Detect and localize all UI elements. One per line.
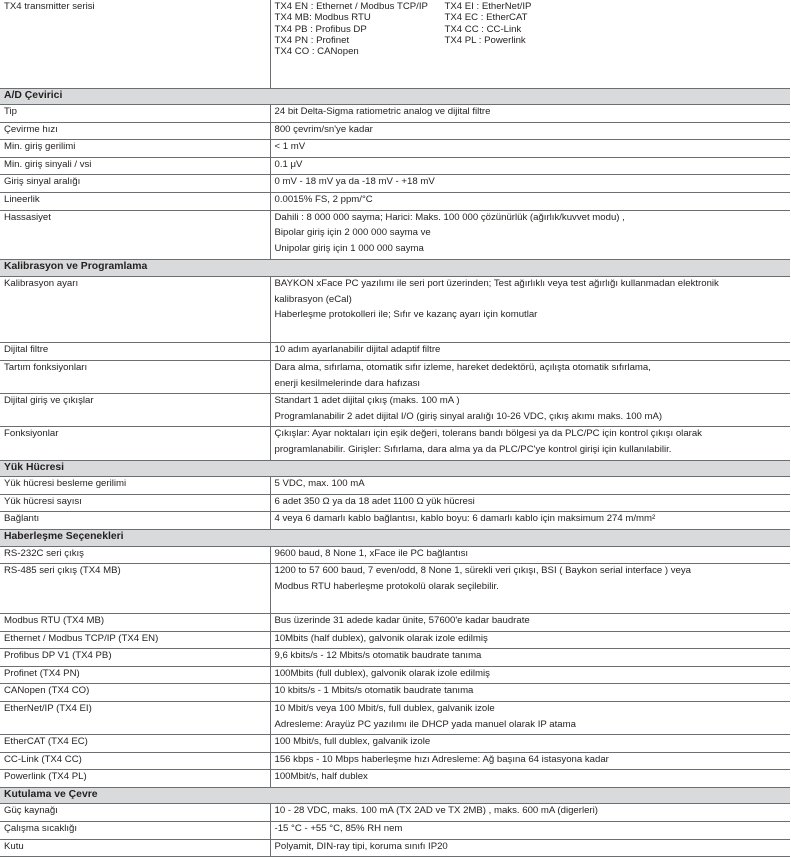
row-value	[270, 770, 790, 788]
row-label: RS-485 seri çıkış (TX4 MB)	[0, 564, 270, 614]
row-label: Çevirme hızı	[0, 122, 270, 140]
value-line: 10 kbits/s - 1 Mbits/s otomatik baudrate tanıma	[274, 685, 474, 697]
row-label: Kutu	[0, 839, 270, 857]
value-line: Dahili : 8 000 000 sayma; Harici: Maks. 100 000 çözünürlük (ağırlık/kuvvet modu) ,	[274, 211, 625, 223]
value-line: 24 bit Delta-Sigma ratiometric analog ve dijital filtre	[274, 106, 491, 118]
value-line: Dara alma, sıfırlama, otomatik sıfır izleme, hareket dedektörü, açılışta otomatik sıfırlama,	[274, 362, 651, 374]
value-line: 156 kbps - 10 Mbps haberleşme hızı Adresleme: Ağ başına 64 istasyona kadar	[274, 753, 609, 765]
value-line: 0.1 μV	[274, 158, 303, 170]
value-line: Modbus RTU haberleşme protokolü olarak seçilebilir.	[274, 580, 499, 592]
row-value	[270, 512, 790, 530]
value-line: Bipolar giriş için 2 000 000 sayma ve	[274, 227, 431, 239]
row-value	[270, 277, 790, 343]
table-row	[0, 175, 790, 193]
value-line: 10 Mbit/s veya 100 Mbit/s, full dublex, galvanik izole	[274, 702, 495, 714]
value-line: 6 adet 350 Ω ya da 18 adet 1100 Ω yük hücresi	[274, 495, 475, 507]
row-label: Tip	[0, 105, 270, 123]
row-label: Profinet (TX4 PN)	[0, 666, 270, 684]
value-line: 800 çevrim/sn'ye kadar	[274, 123, 373, 135]
table-row	[0, 546, 790, 564]
value-line: Çıkışlar: Ayar noktaları için eşik değeri, tolerans bandı bölgesi ya da PLC/PC için kontrol çıkışı olarak	[274, 428, 702, 440]
row-value	[270, 631, 790, 649]
table-row	[0, 343, 790, 361]
row-value	[270, 175, 790, 193]
table-row	[0, 631, 790, 649]
row-value	[270, 105, 790, 123]
table-row	[0, 394, 790, 427]
row-label: EtherCAT (TX4 EC)	[0, 735, 270, 753]
table-row	[0, 649, 790, 667]
row-label: Dijital filtre	[0, 343, 270, 361]
value-line: 5 VDC, max. 100 mA	[274, 478, 365, 490]
value-line	[275, 596, 787, 612]
row-label: Yük hücresi besleme gerilimi	[0, 477, 270, 495]
row-label: Fonksiyonlar	[0, 427, 270, 460]
value-line: Polyamit, DIN-ray tipi, koruma sınıfı IP20	[274, 840, 448, 852]
row-value	[270, 666, 790, 684]
section-header	[0, 787, 790, 804]
value-line: Bus üzerinde 31 adede kadar ünite, 57600'e kadar baudrate	[274, 614, 530, 626]
model-item: TX4 PN : Profinet	[274, 34, 350, 46]
row-value	[270, 735, 790, 753]
value-line: 0.0015% FS, 2 ppm/°C	[274, 194, 373, 206]
row-label: CANopen (TX4 CO)	[0, 684, 270, 702]
value-line: BAYKON xFace PC yazılımı ile seri port üzerinden; Test ağırlıklı veya test ağırlığı kullanmadan elektronik	[274, 278, 719, 290]
row-value	[270, 701, 790, 734]
value-line: 10 adım ayarlanabilir dijital adaptif filtre	[274, 344, 441, 356]
table-row	[0, 735, 790, 753]
table-row	[0, 0, 790, 88]
model-item: TX4 EI : EtherNet/IP	[444, 1, 532, 12]
row-value	[270, 613, 790, 631]
value-line: -15 °C - +55 °C, 85% RH nem	[274, 823, 403, 835]
section-header	[0, 529, 790, 546]
table-row	[0, 494, 790, 512]
transmitter-column-left	[275, 1, 445, 58]
row-value	[270, 427, 790, 460]
section-title: Haberleşme Seçenekleri	[0, 529, 790, 546]
value-line: 100Mbits (full dublex), galvonik olarak izole edilmiş	[274, 667, 490, 679]
row-label: CC-Link (TX4 CC)	[0, 752, 270, 770]
model-item: TX4 CO : CANopen	[274, 46, 359, 58]
row-label: Hassasiyet	[0, 210, 270, 260]
value-line: 100 Mbit/s, full dublex, galvanik izole	[274, 736, 431, 748]
value-line: 10Mbits (half dublex), galvonik olarak izole edilmiş	[274, 632, 488, 644]
row-label: Profibus DP V1 (TX4 PB)	[0, 649, 270, 667]
table-row	[0, 140, 790, 158]
row-label: Modbus RTU (TX4 MB)	[0, 613, 270, 631]
row-value	[270, 564, 790, 614]
section-header	[0, 260, 790, 277]
value-line: Haberleşme protokolleri ile; Sıfır ve kazanç ayarı için komutlar	[274, 309, 538, 321]
value-line: Programlanabilir 2 adet dijital I/O (giriş sinyal aralığı 10-26 VDC, çıkış akımı maks. 100 mA)	[274, 410, 663, 422]
value-line: programlanabilir. Girişler: Sıfırlama, dara alma ya da PLC/PC'ye kontrol girişi için kullanılabilir.	[274, 444, 672, 455]
row-value	[270, 140, 790, 158]
value-line: 10 - 28 VDC, maks. 100 mA (TX 2AD ve TX 2MB) , maks. 600 mA (digerleri)	[274, 805, 598, 817]
section-header	[0, 460, 790, 477]
section-title: Yük Hücresi	[0, 460, 790, 477]
row-value	[270, 122, 790, 140]
table-row	[0, 564, 790, 614]
row-label: Güç kaynağı	[0, 804, 270, 822]
row-label: Yük hücresi sayısı	[0, 494, 270, 512]
model-item: TX4 CC : CC-Link	[444, 23, 522, 35]
section-header	[0, 88, 790, 105]
value-line: 9600 baud, 8 None 1, xFace ile PC bağlantısı	[274, 547, 469, 559]
row-label: Kalibrasyon ayarı	[0, 277, 270, 343]
table-row	[0, 477, 790, 495]
row-label: EtherNet/IP (TX4 EI)	[0, 701, 270, 734]
value-line: Unipolar giriş için 1 000 000 sayma	[274, 242, 424, 254]
table-row	[0, 210, 790, 260]
value-line: < 1 mV	[274, 141, 306, 153]
row-value	[270, 839, 790, 857]
row-label: Min. giriş gerilimi	[0, 140, 270, 158]
value-line: kalibrasyon (eCal)	[274, 293, 352, 305]
row-value	[270, 822, 790, 840]
row-value	[270, 361, 790, 394]
section-title: A/D Çevirici	[0, 88, 790, 105]
row-label: Lineerlik	[0, 193, 270, 211]
table-row	[0, 839, 790, 857]
table-row	[0, 193, 790, 211]
value-line: 4 veya 6 damarlı kablo bağlantısı, kablo boyu: 6 damarlı kablo için maksimum 274 m/mm²	[274, 513, 656, 525]
model-item: TX4 EN : Ethernet / Modbus TCP/IP	[274, 1, 428, 12]
row-value	[270, 193, 790, 211]
table-row	[0, 613, 790, 631]
row-label: Ethernet / Modbus TCP/IP (TX4 EN)	[0, 631, 270, 649]
row-value	[270, 343, 790, 361]
value-line: 0 mV - 18 mV ya da -18 mV - +18 mV	[274, 176, 435, 188]
row-label: TX4 transmitter serisi	[0, 0, 270, 88]
row-label: Tartım fonksiyonları	[0, 361, 270, 394]
model-item: TX4 PB : Profibus DP	[274, 23, 367, 35]
row-value	[270, 752, 790, 770]
model-item: TX4 MB: Modbus RTU	[274, 12, 371, 24]
row-label: Powerlink (TX4 PL)	[0, 770, 270, 788]
row-value	[270, 210, 790, 260]
table-row	[0, 105, 790, 123]
value-line: 1200 to 57 600 baud, 7 even/odd, 8 None 1, sürekli veri çıkışı, BSI ( Baykon serial interface ) veya	[274, 565, 691, 577]
row-label: Çalışma sıcaklığı	[0, 822, 270, 840]
model-item: TX4 EC : EtherCAT	[444, 12, 528, 24]
row-value	[270, 394, 790, 427]
table-row	[0, 361, 790, 394]
section-title: Kalibrasyon ve Programlama	[0, 260, 790, 277]
value-line	[275, 325, 787, 341]
table-row	[0, 752, 790, 770]
value-line: Standart 1 adet dijital çıkış (maks. 100 mA )	[274, 395, 460, 407]
value-line: 100Mbit/s, half dublex	[274, 771, 368, 783]
model-item: TX4 PL : Powerlink	[444, 34, 526, 46]
table-row	[0, 822, 790, 840]
row-label: Min. giriş sinyali / vsi	[0, 157, 270, 175]
table-row	[0, 701, 790, 734]
table-row	[0, 770, 790, 788]
table-row	[0, 666, 790, 684]
transmitter-model-list	[275, 1, 787, 58]
row-value	[270, 649, 790, 667]
value-line: enerji kesilmelerinde dara hafızası	[274, 377, 421, 389]
section-title: Kutulama ve Çevre	[0, 787, 790, 804]
row-value	[270, 157, 790, 175]
row-label: Bağlantı	[0, 512, 270, 530]
table-row	[0, 157, 790, 175]
row-label: RS-232C seri çıkış	[0, 546, 270, 564]
table-row	[0, 122, 790, 140]
transmitter-column-right	[445, 1, 595, 58]
row-value	[270, 546, 790, 564]
row-value	[270, 0, 790, 88]
row-value	[270, 477, 790, 495]
table-row	[0, 684, 790, 702]
row-label: Giriş sinyal aralığı	[0, 175, 270, 193]
row-value	[270, 684, 790, 702]
value-line: 9,6 kbits/s - 12 Mbits/s otomatik baudrate tanıma	[274, 650, 482, 662]
value-line: Adresleme: Arayüz PC yazılımı ile DHCP yada manuel olarak IP atama	[274, 718, 576, 730]
table-row	[0, 512, 790, 530]
table-row	[0, 427, 790, 460]
row-label: Dijital giriş ve çıkışlar	[0, 394, 270, 427]
row-value	[270, 494, 790, 512]
table-row	[0, 277, 790, 343]
